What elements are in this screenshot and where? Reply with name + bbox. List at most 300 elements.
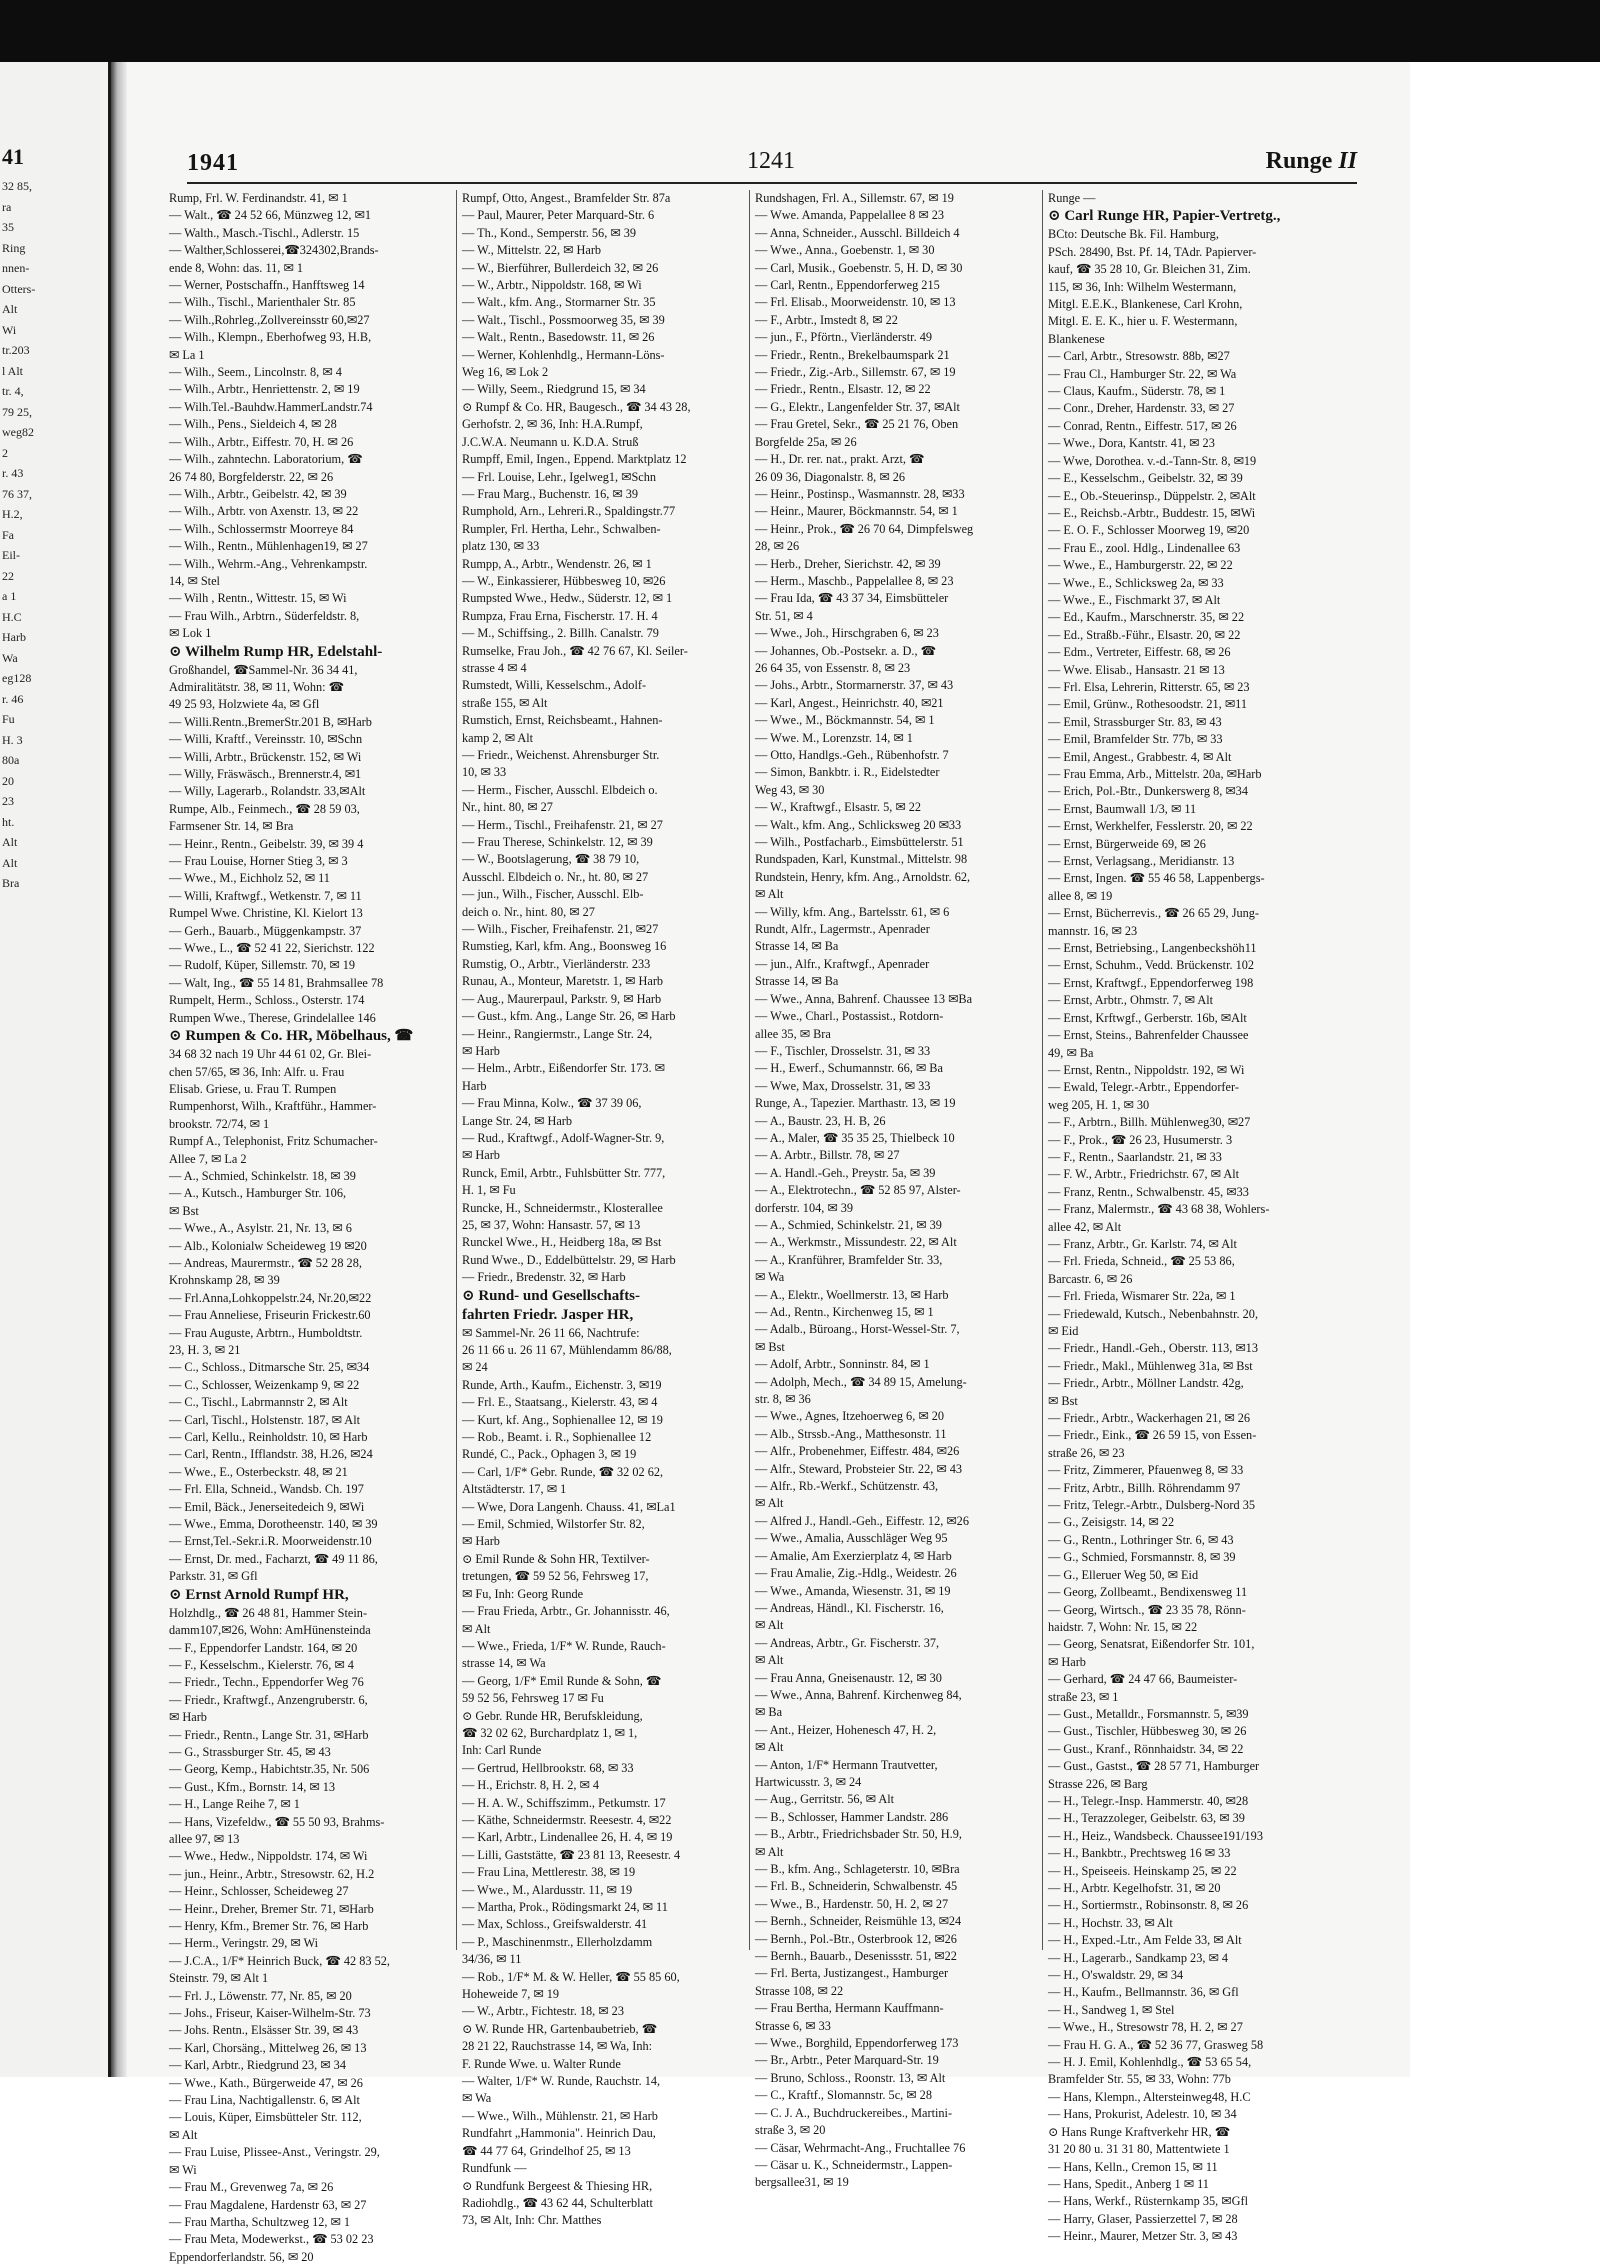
- directory-entry: — Heinr., Dreher, Bremer Str. 71, ✉Harb: [169, 1901, 374, 1916]
- directory-entry: — Friedr., Weichenst. Ahrensburger Str.: [462, 748, 660, 762]
- previous-page-line: 80a: [2, 753, 20, 767]
- directory-entry: Rumpf, Otto, Angest., Bramfelder Str. 87a: [462, 191, 671, 205]
- directory-entry: — Rud., Kraftwgf., Adolf-Wagner-Str. 9,: [462, 1130, 665, 1145]
- running-title-volume: II: [1338, 148, 1357, 174]
- directory-entry: 26 64 35, von Essenstr. 8, ✉ 23: [755, 660, 911, 675]
- directory-entry: Großhandel, ☎Sammel-Nr. 36 34 41,: [169, 662, 358, 677]
- directory-entry: — Johs., Arbtr., Stormarnerstr. 37, ✉ 43: [755, 678, 954, 693]
- directory-entry: — A., Kranführer, Bramfelder Str. 33,: [755, 1252, 943, 1267]
- previous-page-lines: [0, 176, 108, 894]
- directory-entry: ✉ La 1: [169, 347, 205, 362]
- directory-entry: — H., Speiseeis. Heinskamp 25, ✉ 22: [1048, 1863, 1237, 1878]
- directory-entry: — Simon, Bankbtr. i. R., Eidelstedter: [755, 765, 940, 780]
- directory-entry: — Claus, Kaufm., Süderstr. 78, ✉ 1: [1048, 384, 1226, 399]
- directory-entry: ✉ Harb: [1048, 1654, 1086, 1669]
- directory-entry: Ausschl. Elbdeich o. Nr., ht. 80, ✉ 27: [462, 869, 649, 884]
- directory-entry: Strasse 6, ✉ 33: [755, 2018, 831, 2033]
- directory-entry: — Gerhard, ☎ 24 47 66, Baumeister-: [1048, 1672, 1238, 1687]
- directory-entry: — Wwe. M., Lorenzstr. 14, ✉ 1: [755, 730, 913, 745]
- directory-entry: — H., Heiz., Wandsbeck. Chaussee191/193: [1048, 1828, 1263, 1843]
- previous-page-line: eg128: [2, 671, 32, 685]
- directory-entry: — Wwe. Amanda, Pappelallee 8 ✉ 23: [755, 208, 945, 223]
- directory-entry: straße 3, ✉ 20: [755, 2123, 826, 2138]
- directory-entry: — A., Elektr., Woellmerstr. 13, ✉ Harb: [755, 1287, 949, 1302]
- directory-entry: chen 57/65, ✉ 36, Inh: Alfr. u. Frau: [169, 1064, 345, 1079]
- directory-entry: — Frl. Elisab., Moorweidenstr. 10, ✉ 13: [755, 295, 956, 310]
- previous-page-line: 20: [2, 773, 14, 788]
- directory-entry: — Willi, Arbtr., Brückenstr. 152, ✉ Wi: [169, 749, 362, 764]
- directory-entry: — Wwe, Max, Drosselstr. 31, ✉ 33: [755, 1078, 931, 1093]
- business-listing: ⊙ Carl Runge HR, Papier-Vertretg.,: [1048, 208, 1281, 225]
- directory-entry: Rumpenhorst, Wilh., Kraftführ., Hammer-: [169, 1099, 377, 1114]
- directory-entry: — H., Lange Reihe 7, ✉ 1: [169, 1797, 300, 1812]
- directory-entry: — H., Sandweg 1, ✉ Stel: [1048, 2002, 1175, 2017]
- directory-entry: — Wwe., E., Fischmarkt 37, ✉ Alt: [1048, 592, 1221, 607]
- directory-entry: ✉ Wa: [462, 2091, 492, 2106]
- directory-entry: Rumpff, Emil, Ingen., Eppend. Marktplatz 12: [462, 452, 687, 467]
- directory-entry: — Frl. Frieda, Wismarer Str. 22a, ✉ 1: [1048, 1289, 1236, 1304]
- directory-entry: — Wwe., Frieda, 1/F* W. Runde, Rauch-: [462, 1638, 666, 1653]
- directory-entry: — Paul, Maurer, Peter Marquard-Str. 6: [462, 208, 655, 223]
- directory-entry: — jun., F., Pförtn., Vierländerstr. 49: [755, 330, 933, 345]
- directory-entry: — E., Ob.-Steuerinsp., Düppelstr. 2, ✉Alt: [1048, 488, 1256, 503]
- directory-entry: — Frau Meta, Modewerkst., ☎ 53 02 23: [169, 2232, 374, 2247]
- directory-entry: — Frau Lina, Mettlerestr. 38, ✉ 19: [462, 1865, 636, 1880]
- previous-page-line: Otters-: [2, 281, 36, 296]
- directory-entry: — Frau H. G. A., ☎ 52 36 77, Grasweg 58: [1048, 2037, 1264, 2052]
- directory-entry: — Johs., Friseur, Kaiser-Wilhelm-Str. 73: [169, 2006, 371, 2021]
- directory-entry: — Frau Anneliese, Friseurin Frickestr.60: [169, 1308, 371, 1323]
- directory-entry: — Wilh., Klempn., Eberhofweg 93, H.B,: [169, 330, 372, 345]
- directory-entry: Rund Wwe., D., Eddelbüttelstr. 29, ✉ Harb: [462, 1252, 676, 1267]
- directory-entry: ✉ Bst: [169, 1203, 199, 1218]
- directory-entry: — A., Kutsch., Hamburger Str. 106,: [169, 1186, 347, 1201]
- previous-page-line: weg82: [2, 425, 34, 439]
- directory-entry: — Wwe., H., Stresowstr 78, H. 2, ✉ 27: [1048, 2020, 1243, 2035]
- directory-entry: — Herm., Maschb., Pappelallee 8, ✉ 23: [755, 573, 954, 588]
- directory-entry: — Wilh., Postfacharb., Eimsbüttelerstr. 51: [755, 835, 964, 850]
- previous-page-heading: 41: [2, 144, 24, 169]
- directory-entry: — Carl, Tischl., Holstenstr. 187, ✉ Alt: [169, 1412, 361, 1427]
- directory-entry: — Karl, Chorsäng., Mittelweg 26, ✉ 13: [169, 2040, 367, 2055]
- directory-entry: strasse 4 ✉ 4: [462, 660, 527, 675]
- directory-entry: ✉ Eid: [1048, 1324, 1079, 1338]
- previous-page-edge: [0, 62, 111, 2077]
- directory-entry: — Emil, Strassburger Str. 83, ✉ 43: [1048, 714, 1222, 729]
- directory-entry: — A., Werkmstr., Missundestr. 22, ✉ Alt: [755, 1235, 957, 1250]
- directory-entry: H. 1, ✉ Fu: [462, 1183, 516, 1198]
- directory-entry: — Willi, Kraftwgf., Wetkenstr. 7, ✉ 11: [169, 888, 362, 903]
- directory-entry: Strasse 108, ✉ 22: [755, 1983, 844, 1998]
- directory-entry: Rumpler, Frl. Hertha, Lehr., Schwalben-: [462, 521, 661, 536]
- directory-entry: — Georg, Wirtsch., ☎ 23 35 78, Rönn-: [1048, 1602, 1246, 1617]
- directory-entry: — Hans, Prokurist, Adelestr. 10, ✉ 34: [1048, 2107, 1237, 2122]
- directory-entry: — Ewald, Telegr.-Arbtr., Eppendorfer-: [1048, 1080, 1239, 1095]
- directory-entry: — Friedr., Makl., Mühlenweg 31a, ✉ Bst: [1048, 1358, 1253, 1373]
- directory-entry: — Wwe., Anna, Bahrenf. Chaussee 13 ✉Ba: [755, 991, 973, 1006]
- directory-entry: ✉ Wi: [169, 2162, 197, 2177]
- directory-entry: — Gust., Gastst., ☎ 28 57 71, Hamburger: [1048, 1759, 1260, 1774]
- previous-page-line: a 1: [2, 589, 17, 603]
- directory-entry: — C., Schloss., Ditmarsche Str. 25, ✉34: [169, 1360, 370, 1375]
- directory-entry: — G., Strassburger Str. 45, ✉ 43: [169, 1744, 331, 1759]
- directory-entry: — Gertrud, Hellbrookstr. 68, ✉ 33: [462, 1760, 634, 1775]
- directory-entry: Strasse 226, ✉ Barg: [1048, 1776, 1148, 1791]
- directory-entry: 28, ✉ 26: [755, 539, 800, 554]
- directory-entry: ✉ Sammel-Nr. 26 11 66, Nachtrufe:: [462, 1325, 640, 1340]
- directory-entry: — Friedr., Arbtr., Wackerhagen 21, ✉ 26: [1048, 1411, 1251, 1426]
- directory-entry: — Wwe., Dora, Kantstr. 41, ✉ 23: [1048, 436, 1215, 451]
- directory-entry: Rumpelt, Herm., Schloss., Osterstr. 174: [169, 993, 365, 1008]
- directory-entry: ⊙ Gebr. Runde HR, Berufskleidung,: [462, 1708, 643, 1723]
- directory-page: [127, 62, 1410, 2264]
- directory-entry: — F., Tischler, Drosselstr. 31, ✉ 33: [755, 1043, 931, 1058]
- directory-entry: — Wilh., Arbtr. von Axenstr. 13, ✉ 22: [169, 504, 359, 519]
- previous-page-line: Alt: [2, 855, 18, 870]
- directory-entry: — Ant., Heizer, Hohenesch 47, H. 2,: [755, 1722, 937, 1737]
- previous-page-line: 23: [2, 794, 14, 808]
- directory-entry: Hartwicusstr. 3, ✉ 24: [755, 1774, 862, 1789]
- directory-entry: — Carl, 1/F* Gebr. Runde, ☎ 32 02 62,: [462, 1464, 664, 1479]
- previous-page-line: Fa: [2, 527, 14, 542]
- directory-entry: — Ernst, Verlagsang., Meridianstr. 13: [1048, 854, 1235, 869]
- directory-entry: — W., Bootslagerung, ☎ 38 79 10,: [462, 852, 640, 867]
- page-number: 1241: [747, 148, 795, 174]
- directory-entry: 34/36, ✉ 11: [462, 1952, 522, 1967]
- directory-entry: — Cäsar u. K., Schneidermstr., Lappen-: [755, 2157, 953, 2172]
- directory-entry: 34 68 32 nach 19 Uhr 44 61 02, Gr. Blei-: [169, 1047, 372, 1062]
- directory-entry: dorferstr. 104, ✉ 39: [755, 1200, 854, 1215]
- directory-entry: — Wwe., E., Schlicksweg 2a, ✉ 33: [1048, 575, 1224, 590]
- directory-entry: — Adolf, Arbtr., Sonninstr. 84, ✉ 1: [755, 1357, 930, 1372]
- directory-entry: — Friedr., Eink., ☎ 26 59 15, von Essen-: [1048, 1428, 1257, 1443]
- directory-entry: — Ernst, Ingen. ☎ 55 46 58, Lappenbergs-: [1048, 871, 1265, 886]
- directory-entry: — Kurt, kf. Ang., Sophienallee 12, ✉ 19: [462, 1412, 663, 1427]
- column-divider: [1042, 190, 1043, 1950]
- directory-entry: — Herm., Tischl., Freihafenstr. 21, ✉ 27: [462, 817, 663, 832]
- directory-entry: — Franz, Arbtr., Gr. Karlstr. 74, ✉ Alt: [1048, 1236, 1237, 1251]
- directory-entry: — Heinr., Rentn., Geibelstr. 39, ✉ 39 4: [169, 836, 364, 851]
- directory-entry: — Heinr., Rangiermstr., Lange Str. 24,: [462, 1026, 653, 1041]
- directory-entry: — Max, Schloss., Greifswalderstr. 41: [462, 1917, 648, 1932]
- directory-entry: — Heinr., Maurer, Metzer Str. 3, ✉ 43: [1048, 2229, 1238, 2244]
- directory-entry: 25, ✉ 37, Wohn: Hansastr. 57, ✉ 13: [462, 1217, 641, 1232]
- directory-entry: — Frl. Louise, Lehr., Igelweg1, ✉Schn: [462, 469, 657, 484]
- directory-entry: — Aug., Maurerpaul, Parkstr. 9, ✉ Harb: [462, 991, 662, 1006]
- directory-entry: Weg 16, ✉ Lok 2: [462, 365, 549, 380]
- directory-entry: str. 8, ✉ 36: [755, 1392, 811, 1407]
- directory-entry: — Conr., Dreher, Hardenstr. 33, ✉ 27: [1048, 401, 1235, 416]
- previous-page-line: Wi: [2, 322, 17, 337]
- directory-entry: 31 20 80 u. 31 31 80, Mattentwiete 1: [1048, 2142, 1230, 2157]
- directory-entry: haidstr. 7, Wohn: Nr. 15, ✉ 22: [1048, 1619, 1198, 1634]
- directory-entry: Runck, Emil, Arbtr., Fuhlsbütter Str. 777,: [462, 1165, 666, 1180]
- directory-entry: — H., Hochstr. 33, ✉ Alt: [1048, 1915, 1173, 1930]
- directory-entry: — Frau Bertha, Hermann Kauffmann-: [755, 2001, 944, 2016]
- directory-entry: — Adolph, Mech., ☎ 34 89 15, Amelung-: [755, 1374, 967, 1389]
- directory-entry: — Andreas, Maurermstr., ☎ 52 28 28,: [169, 1255, 362, 1270]
- directory-entry: — G., Schmied, Forsmannstr. 8, ✉ 39: [1048, 1550, 1236, 1565]
- directory-entry: — H., Dr. rer. nat., prakt. Arzt, ☎: [755, 452, 925, 467]
- directory-entry: — Frau M., Grevenweg 7a, ✉ 26: [169, 2180, 334, 2195]
- directory-entry: — W., Arbtr., Nippoldstr. 168, ✉ Wi: [462, 278, 642, 293]
- business-listing: ⊙ Ernst Arnold Rumpf HR,: [169, 1586, 349, 1603]
- directory-entry: — Fritz, Arbtr., Billh. Röhrendamm 97: [1048, 1480, 1241, 1495]
- directory-entry: — H., Erichstr. 8, H. 2, ✉ 4: [462, 1778, 600, 1793]
- directory-entry: — A., Baustr. 23, H. B, 26: [755, 1113, 886, 1128]
- directory-entry: Rundé, C., Pack., Ophagen 3, ✉ 19: [462, 1447, 637, 1462]
- directory-entry: ende 8, Wohn: das. 11, ✉ 1: [169, 260, 303, 275]
- directory-entry: — Willy, Fräswäsch., Brennerstr.4, ✉1: [169, 767, 362, 781]
- directory-entry: — W., Einkassierer, Hübbesweg 10, ✉26: [462, 573, 666, 588]
- directory-entry: Altstädterstr. 17, ✉ 1: [462, 1482, 567, 1497]
- directory-entry: — Herm., Fischer, Ausschl. Elbdeich o.: [462, 782, 658, 797]
- directory-entry: — Franz, Malermstr., ☎ 43 68 38, Wohlers-: [1048, 1202, 1270, 1217]
- directory-entry: — W., Kraftwgf., Elsastr. 5, ✉ 22: [755, 800, 922, 815]
- directory-entry: — Wwe., E., Osterbeckstr. 48, ✉ 21: [169, 1464, 348, 1479]
- directory-entry: — Wwe., Anna., Goebenstr. 1, ✉ 30: [755, 243, 935, 258]
- directory-entry: — Wwe., Anna, Bahrenf. Kirchenweg 84,: [755, 1687, 962, 1702]
- directory-entry: — Herm., Veringstr. 29, ✉ Wi: [169, 1936, 319, 1951]
- directory-entry: — Fritz, Telegr.-Arbtr., Dulsberg-Nord 35: [1048, 1498, 1256, 1513]
- previous-page-line: r. 46: [2, 691, 24, 706]
- directory-entry: ✉ Harb: [462, 1534, 500, 1549]
- directory-entry: Rundspaden, Karl, Kunstmal., Mittelstr. 98: [755, 852, 968, 867]
- directory-entry: — Wwe., A., Asylstr. 21, Nr. 13, ✉ 6: [169, 1221, 352, 1236]
- directory-entry: — F., Arbtr., Imstedt 8, ✉ 22: [755, 312, 898, 327]
- directory-entry: — H. A. W., Schiffszimm., Petkumstr. 17: [462, 1795, 666, 1810]
- directory-entry: — Wwe., Amanda, Wiesenstr. 31, ✉ 19: [755, 1583, 951, 1598]
- book-binding: [111, 62, 127, 2077]
- directory-entry: — F., Kesselschm., Kielerstr. 76, ✉ 4: [169, 1657, 354, 1672]
- directory-entry: — Willi, Kraftf., Vereinsstr. 10, ✉Schn: [169, 732, 363, 747]
- directory-entry: — Walt., kfm. Ang., Schlicksweg 20 ✉33: [755, 817, 962, 832]
- directory-entry: Rumpf A., Telephonist, Fritz Schumacher-: [169, 1134, 378, 1149]
- directory-entry: — Alfr., Rb.-Werkf., Schützenstr. 43,: [755, 1479, 939, 1494]
- directory-entry: — Adalb., Büroang., Horst-Wessel-Str. 7,: [755, 1322, 960, 1337]
- directory-entry: bergsallee31, ✉ 19: [755, 2175, 849, 2190]
- directory-entry: — Frau Gretel, Sekr., ☎ 25 21 76, Oben: [755, 417, 959, 432]
- directory-entry: — B., Schlosser, Hammer Landstr. 286: [755, 1809, 949, 1824]
- directory-entry: — H., Arbtr. Kegelhofstr. 31, ✉ 20: [1048, 1881, 1221, 1895]
- directory-entry: — Frl. Berta, Justizangest., Hamburger: [755, 1966, 949, 1981]
- directory-entry: — Frl. Ella, Schneid., Wandsb. Ch. 197: [169, 1482, 364, 1497]
- directory-entry: — Carl, Musik., Goebenstr. 5, H. D, ✉ 30: [755, 260, 963, 275]
- directory-entry: — Karl, Angest., Heinrichstr. 40, ✉21: [755, 695, 944, 710]
- previous-page-line: l Alt: [2, 363, 24, 378]
- directory-entry: Runge —: [1048, 191, 1096, 205]
- directory-entry: — Ernst, Schuhm., Vedd. Brückenstr. 102: [1048, 958, 1255, 973]
- column-divider: [749, 190, 750, 1950]
- directory-entry: — Emil, Grünw., Rothesoodstr. 21, ✉11: [1048, 697, 1247, 712]
- directory-entry: — Karl, Arbtr., Lindenallee 26, H. 4, ✉ 19: [462, 1830, 673, 1845]
- directory-entry: — Erich, Pol.-Btr., Dunkerswerg 8, ✉34: [1048, 784, 1248, 799]
- directory-entry: — Wilh., Fischer, Freihafenstr. 21, ✉27: [462, 922, 659, 937]
- directory-entry: Lange Str. 24, ✉ Harb: [462, 1113, 573, 1128]
- directory-entry: — jun., Alfr., Kraftwgf., Apenrader: [755, 956, 930, 971]
- directory-entry: — Wilh., Tischl., Marienthaler Str. 85: [169, 295, 356, 310]
- directory-entry: — Emil, Bramfelder Str. 77b, ✉ 33: [1048, 732, 1223, 747]
- directory-entry: — Ed., Straßb.-Führ., Elsastr. 20, ✉ 22: [1048, 627, 1241, 642]
- directory-entry: — Alfred J., Handl.-Geh., Eiffestr. 12, ✉26: [755, 1513, 969, 1528]
- directory-entry: Rundfahrt „Hammonia". Heinrich Dau,: [462, 2126, 656, 2141]
- directory-entry: — Andreas, Arbtr., Gr. Fischerstr. 37,: [755, 1635, 940, 1650]
- directory-entry: ✉ Alt: [755, 1496, 784, 1511]
- directory-entry: — Amalie, Am Exerzierplatz 4, ✉ Harb: [755, 1548, 952, 1563]
- directory-entry: — Frl. Frieda, Schneid., ☎ 25 53 86,: [1048, 1254, 1235, 1269]
- directory-entry: — Willi.Rentn.,BremerStr.201 B, ✉Harb: [169, 714, 372, 729]
- directory-entry: — Frau Therese, Schinkelstr. 12, ✉ 39: [462, 835, 653, 850]
- directory-entry: Weg 43, ✉ 30: [755, 782, 825, 797]
- directory-entry: — Henry, Kfm., Bremer Str. 76, ✉ Harb: [169, 1919, 369, 1933]
- directory-entry: Rumpza, Frau Erna, Fischerstr. 17. H. 4: [462, 608, 658, 623]
- directory-entry: — Wilh., Arbtr., Henriettenstr. 2, ✉ 19: [169, 382, 360, 397]
- directory-entry: — Wwe., Borghild, Eppendorferweg 173: [755, 2036, 959, 2051]
- directory-entry: — Heinr., Postinsp., Wasmannstr. 28, ✉33: [755, 486, 965, 501]
- directory-entry: ✉ Alt: [755, 1618, 784, 1633]
- directory-entry: — Walt., ☎ 24 52 66, Münzweg 12, ✉1: [169, 208, 372, 223]
- directory-entry: — Walt., Tischl., Possmoorweg 35, ✉ 39: [462, 312, 665, 327]
- directory-entry: Rundshagen, Frl. A., Sillemstr. 67, ✉ 19: [755, 191, 954, 205]
- directory-entry: — E. O. F., Schlosser Moorweg 19, ✉20: [1048, 523, 1250, 538]
- directory-entry: Admiralitätstr. 38, ✉ 11, Wohn: ☎: [169, 679, 344, 694]
- directory-entry: Steinstr. 79, ✉ Alt 1: [169, 1971, 269, 1986]
- directory-entry: — Alb., Strssb.-Ang., Matthesonstr. 11: [755, 1426, 947, 1441]
- directory-entry: 115, ✉ 36, Inh: Wilhelm Westermann,: [1048, 279, 1237, 294]
- directory-entry: — Alfr., Probenehmer, Eiffestr. 484, ✉26: [755, 1444, 960, 1459]
- directory-entry: — C., Kraftf., Slomannstr. 5c, ✉ 28: [755, 2088, 932, 2103]
- directory-entry: — Wilh., Rentn., Mühlenhagen19, ✉ 27: [169, 539, 368, 554]
- directory-entry: — Edm., Vertreter, Eiffestr. 68, ✉ 26: [1048, 645, 1231, 660]
- directory-entry: — Frau Martha, Schultzweg 12, ✉ 1: [169, 2214, 351, 2229]
- directory-entry: PSch. 28490, Bst. Pf. 14, TAdr. Papierver-: [1048, 244, 1257, 259]
- column-4: [1048, 190, 1330, 2244]
- directory-entry: — Carl, Arbtr., Stresowstr. 88b, ✉27: [1048, 349, 1230, 364]
- directory-entry: — Ernst, Steins., Bahrenfelder Chaussee: [1048, 1028, 1249, 1043]
- directory-entry: — Otto, Handlgs.-Geh., Rübenhofstr. 7: [755, 748, 949, 762]
- directory-entry: — Ernst, Arbtr., Ohmstr. 7, ✉ Alt: [1048, 993, 1214, 1008]
- directory-entry: — Bernh., Bauarb., Desenissstr. 51, ✉22: [755, 1949, 957, 1964]
- directory-entry: — Herb., Dreher, Sierichstr. 42, ✉ 39: [755, 556, 941, 571]
- directory-entry: Elisab. Griese, u. Frau T. Rumpen: [169, 1081, 337, 1096]
- previous-page-line: Wa: [2, 650, 18, 665]
- directory-entry: — H., Sortiermstr., Robinsonstr. 8, ✉ 26: [1048, 1898, 1249, 1913]
- directory-entry: Bramfelder Str. 55, ✉ 33, Wohn: 77b: [1048, 2072, 1231, 2087]
- directory-entry: — Frau Amalie, Zig.-Hdlg., Weidestr. 26: [755, 1566, 957, 1581]
- directory-entry: — Willy, Seem., Riedgrund 15, ✉ 34: [462, 382, 646, 397]
- directory-entry: — Andreas, Händl., Kl. Fischerstr. 16,: [755, 1600, 944, 1615]
- directory-entry: — M., Schiffsing., 2. Billh. Canalstr. 79: [462, 626, 659, 641]
- directory-entry: Barcastr. 6, ✉ 26: [1048, 1271, 1133, 1286]
- directory-entry: — Heinr., Prok., ☎ 26 70 64, Dimpfelsweg: [755, 521, 974, 536]
- directory-entry: — Friedr., Arbtr., Möllner Landstr. 42g,: [1048, 1376, 1244, 1391]
- directory-entry: Runckel Wwe., H., Heidberg 18a, ✉ Bst: [462, 1235, 662, 1250]
- previous-page-line: Ring: [2, 240, 26, 255]
- directory-entry: Rumselke, Frau Joh., ☎ 42 76 67, Kl. Seiler-: [462, 643, 688, 658]
- previous-page-line: r. 43: [2, 466, 24, 480]
- directory-entry: — Gust., kfm. Ang., Lange Str. 26, ✉ Harb: [462, 1009, 676, 1024]
- directory-entry: — Wilh., Schlossermstr Moorreye 84: [169, 521, 354, 536]
- directory-entry: ✉ Bst: [755, 1339, 785, 1354]
- directory-entry: — Friedr., Handl.-Geh., Oberstr. 113, ✉13: [1048, 1341, 1258, 1356]
- directory-entry: Runau, A., Monteur, Maretstr. 1, ✉ Harb: [462, 974, 664, 989]
- directory-entry: Rundfunk —: [462, 2161, 527, 2176]
- directory-entry: — B., kfm. Ang., Schlageterstr. 10, ✉Bra: [755, 1862, 960, 1876]
- directory-entry: — B., Arbtr., Friedrichsbader Str. 50, H.9,: [755, 1827, 962, 1842]
- directory-entry: — H., O'swaldstr. 29, ✉ 34: [1048, 1968, 1184, 1983]
- previous-page-line: Harb: [2, 630, 26, 644]
- directory-entry: 59 52 56, Fehrsweg 17 ✉ Fu: [462, 1691, 604, 1706]
- directory-entry: — Carl, Rentn., Eppendorferweg 215: [755, 278, 940, 293]
- previous-page-line: Alt: [2, 835, 18, 849]
- directory-entry: Mitgl. E.E.K., Blankenese, Carl Krohn,: [1048, 297, 1243, 312]
- directory-entry: — G., Elleruer Weg 50, ✉ Eid: [1048, 1567, 1199, 1582]
- directory-entry: — Wwe., Agnes, Itzehoerweg 6, ✉ 20: [755, 1409, 945, 1424]
- directory-entry: — H., Lagerarb., Sandkamp 23, ✉ 4: [1048, 1950, 1229, 1965]
- directory-entry: ⊙ Hans Runge Kraftverkehr HR, ☎: [1048, 2124, 1231, 2139]
- directory-entry: — A., Schmied, Schinkelstr. 21, ✉ 39: [755, 1217, 942, 1232]
- directory-entry: — Friedr., Techn., Eppendorfer Weg 76: [169, 1675, 364, 1690]
- directory-entry: — Friedr., Rentn., Elsastr. 12, ✉ 22: [755, 382, 931, 397]
- directory-entry: — Frl. B., Schneiderin, Schwalbenstr. 45: [755, 1879, 958, 1894]
- directory-entry: — Walt, Ing., ☎ 55 14 81, Brahmsallee 78: [169, 975, 384, 990]
- previous-page-line: 22: [2, 568, 14, 583]
- directory-entry: — Th., Kond., Semperstr. 56, ✉ 39: [462, 225, 637, 240]
- previous-page-line: ra: [2, 199, 12, 214]
- directory-entry: Hoheweide 7, ✉ 19: [462, 1987, 560, 2002]
- business-listing: ⊙ Rumpen & Co. HR, Möbelhaus, ☎: [169, 1028, 414, 1045]
- directory-entry: — Conrad, Rentn., Eiffestr. 517, ✉ 26: [1048, 418, 1237, 433]
- directory-entry: BCto: Deutsche Bk. Fil. Hamburg,: [1048, 227, 1219, 242]
- column-3: [755, 190, 1037, 2190]
- directory-entry: — Wwe., B., Hardenstr. 50, H. 2, ✉ 27: [755, 1896, 949, 1911]
- directory-entry: — H., Terazzoleger, Geibelstr. 63, ✉ 39: [1048, 1811, 1245, 1826]
- directory-entry: Krohnskamp 28, ✉ 39: [169, 1273, 280, 1288]
- directory-entry: — Hans, Klempn., Altersteinweg48, H.C: [1048, 2089, 1251, 2104]
- directory-entry: — Frau Magdalene, Hardenstr 63, ✉ 27: [169, 2197, 367, 2212]
- column-1: [169, 190, 451, 2264]
- directory-entry: — P., Maschinenmstr., Ellerholzdamm: [462, 1934, 653, 1949]
- previous-page-line: H.C: [2, 609, 22, 624]
- directory-entry: — F., Prok., ☎ 26 23, Husumerstr. 3: [1048, 1132, 1233, 1147]
- directory-entry: — Wilh., Wehrm.-Ang., Vehrenkampstr.: [169, 556, 368, 571]
- directory-entry: — F., Eppendorfer Landstr. 164, ✉ 20: [169, 1640, 358, 1655]
- directory-entry: — Louis, Küper, Eimsbütteler Str. 112,: [169, 2110, 362, 2125]
- directory-entry: — A. Handl.-Geh., Preystr. 5a, ✉ 39: [755, 1165, 936, 1180]
- previous-page-line: 76 37,: [2, 486, 32, 501]
- directory-entry: — Wilh.,Rohrleg.,Zollvereinsstr 60,✉27: [169, 312, 370, 327]
- business-listing: ⊙ Wilhelm Rump HR, Edelstahl-: [169, 643, 383, 660]
- directory-entry: — Frau Anna, Gneisenaustr. 12, ✉ 30: [755, 1670, 942, 1685]
- scan-right-margin: [1410, 62, 1600, 2077]
- directory-entry: — Ad., Rentn., Kirchenweg 15, ✉ 1: [755, 1305, 934, 1319]
- directory-entry: — C., Schlosser, Weizenkamp 9, ✉ 22: [169, 1377, 360, 1392]
- directory-entry: — F., Rentn., Saarlandstr. 21, ✉ 33: [1048, 1149, 1222, 1164]
- directory-entry: — jun., Wilh., Fischer, Ausschl. Elb-: [462, 887, 644, 902]
- directory-entry: — Georg, Kemp., Habichtstr.35, Nr. 506: [169, 1762, 370, 1777]
- business-listing: ⊙ Rund- und Gesellschafts-: [462, 1287, 641, 1304]
- directory-entry: — F. W., Arbtr., Friedrichstr. 67, ✉ Alt: [1048, 1167, 1240, 1182]
- directory-entry: — H., Ewerf., Schumannstr. 66, ✉ Ba: [755, 1061, 943, 1076]
- directory-entry: — Hans, Spedit., Anberg 1 ✉ 11: [1048, 2176, 1209, 2191]
- directory-entry: 23, H. 3, ✉ 21: [169, 1343, 241, 1357]
- directory-entry: Borgfelde 25a, ✉ 26: [755, 434, 857, 449]
- directory-entry: — W., Bierführer, Bullerdeich 32, ✉ 26: [462, 260, 659, 275]
- directory-entry: Mitgl. E. E. K., hier u. F. Westermann,: [1048, 314, 1238, 329]
- directory-entry: — E., Kesselschm., Geibelstr. 32, ✉ 39: [1048, 471, 1243, 486]
- directory-entry: — Frl.Anna,Lohkoppelstr.24, Nr.20,✉22: [169, 1290, 372, 1305]
- directory-entry: Strasse 14, ✉ Ba: [755, 974, 839, 989]
